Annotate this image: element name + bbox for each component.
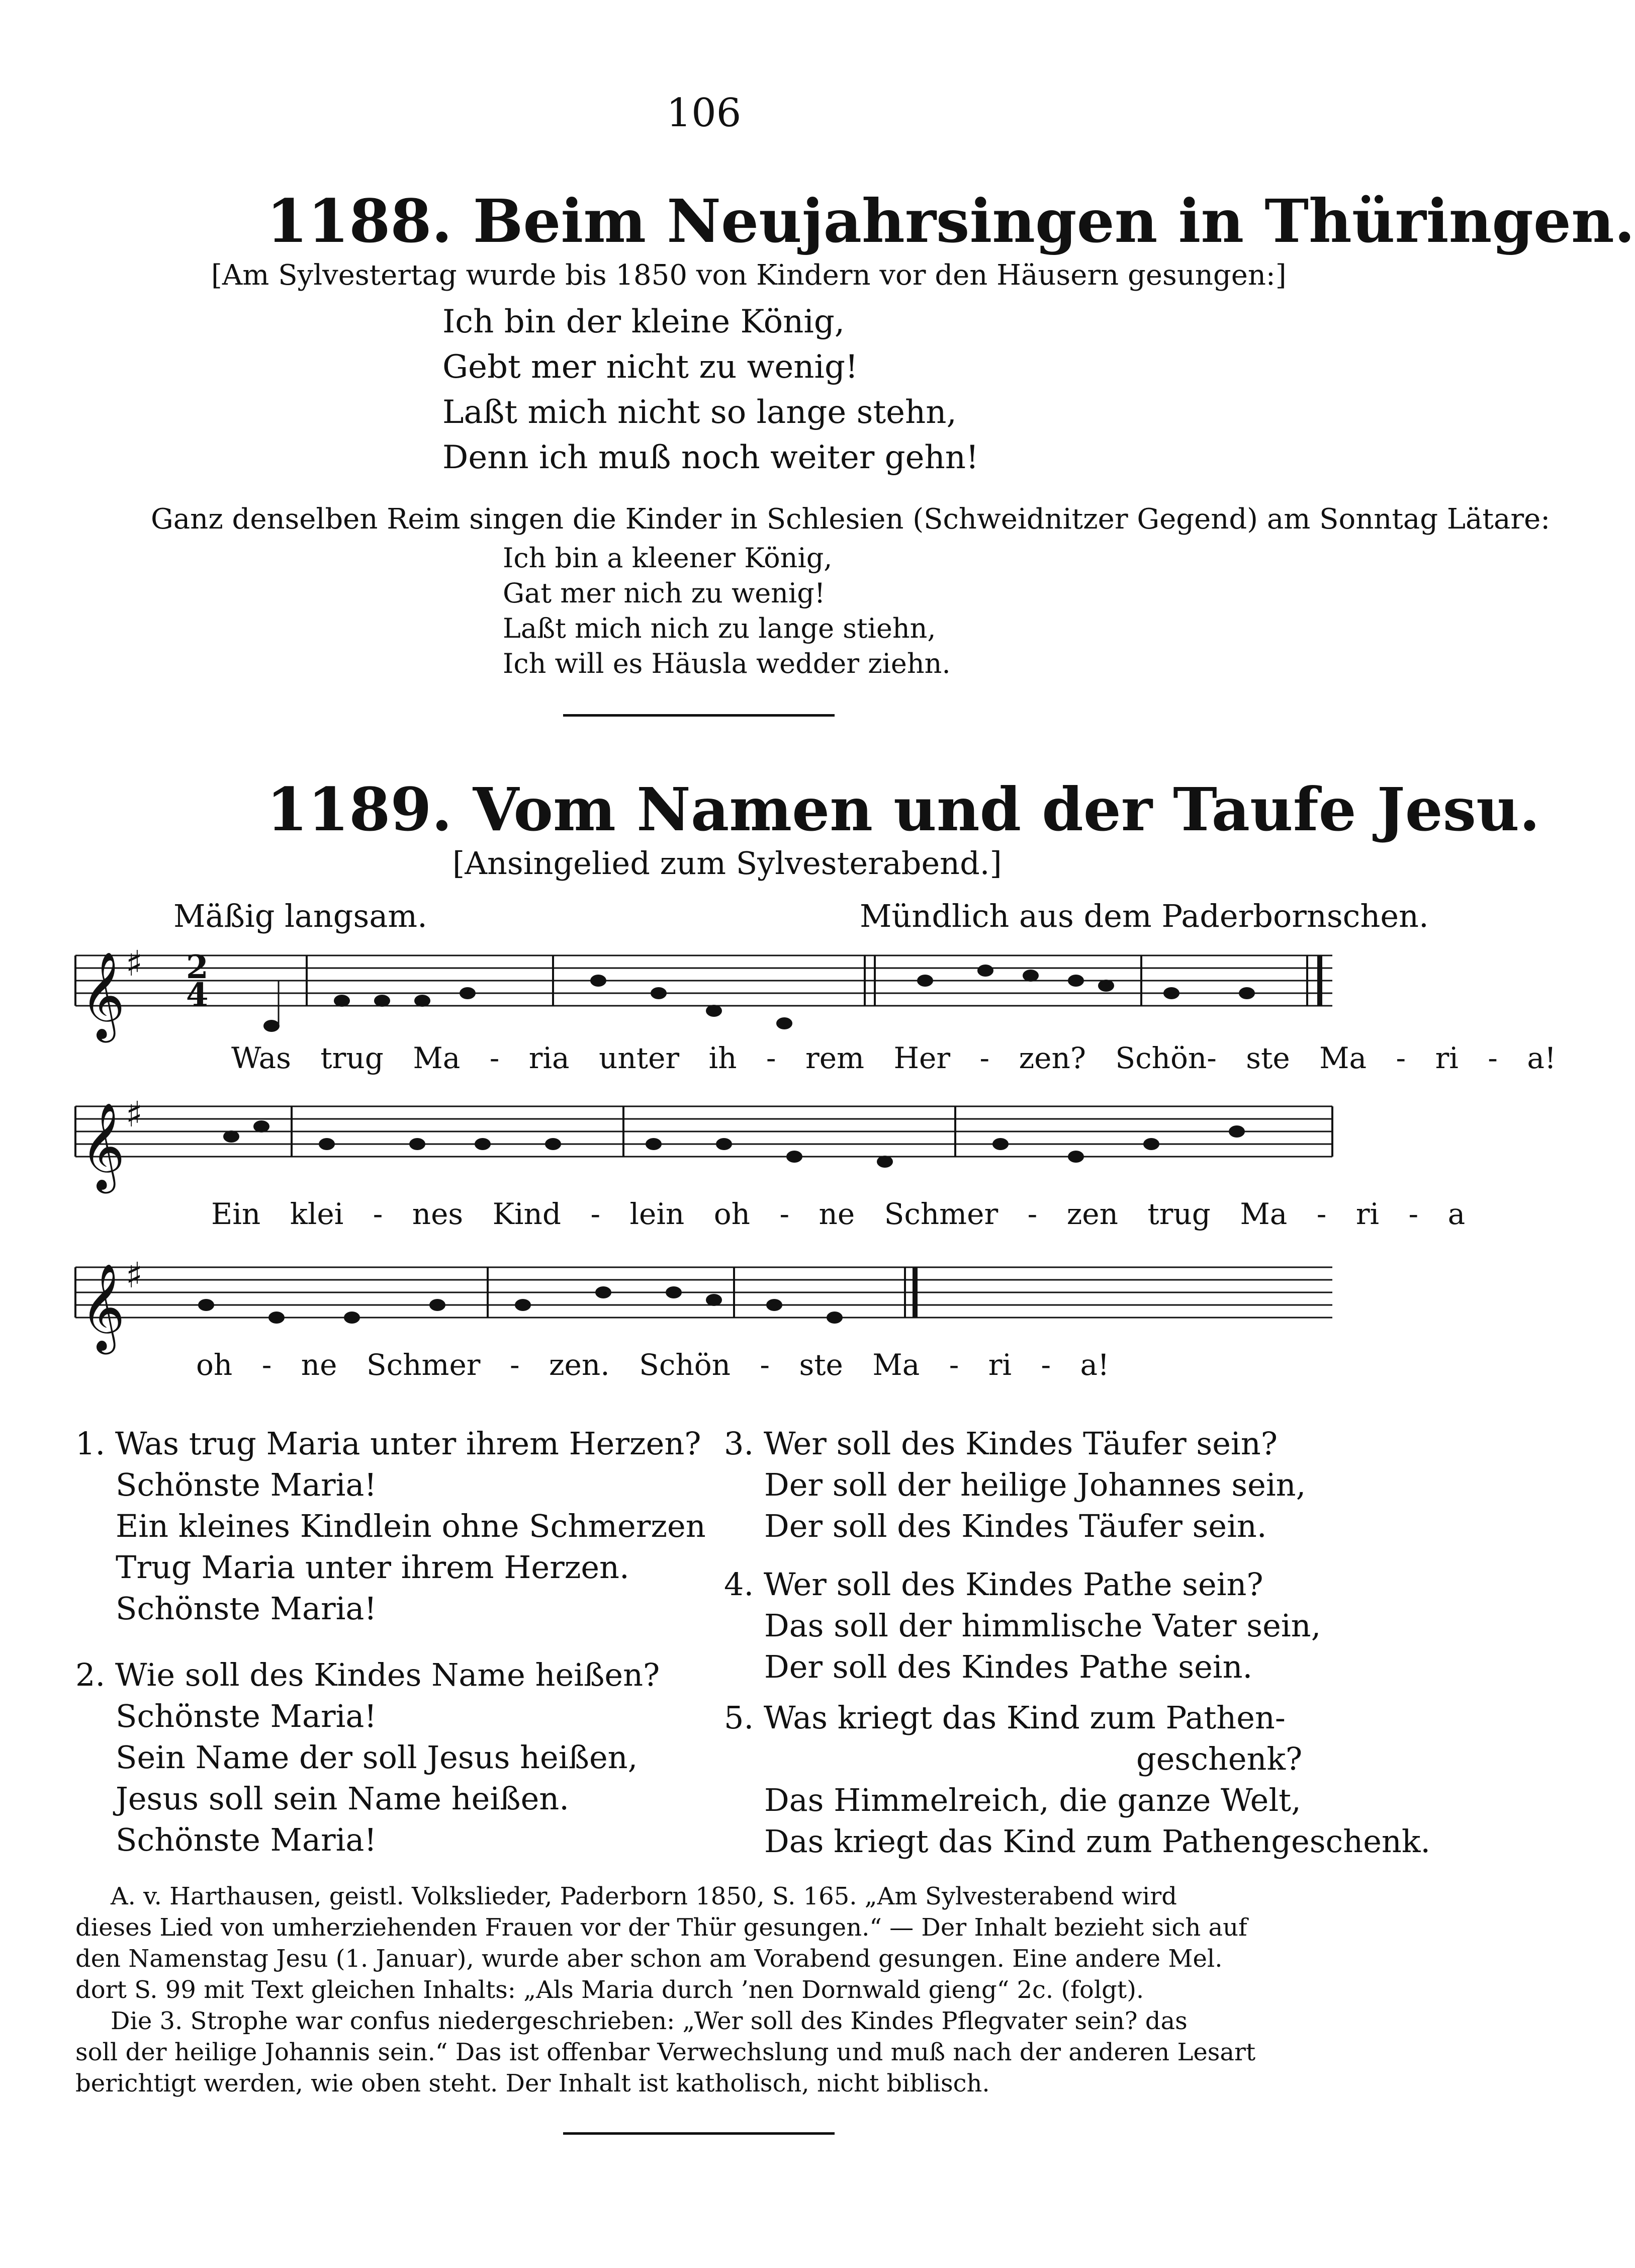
- stanza-number: 1.: [75, 1425, 106, 1462]
- syllable: a: [1447, 1197, 1466, 1231]
- syllable: -: [779, 1197, 790, 1231]
- stanza-line: Wer soll des Kindes Pathe sein?: [763, 1566, 1263, 1603]
- footnote-line: dieses Lied von umherziehenden Frauen vor der Thür gesungen.“ — Der Inhalt bezieht sich auf: [75, 1913, 1247, 1942]
- song-title: Beim Neujahrsingen in Thüringen.: [473, 186, 1635, 256]
- syllable: zen?: [1019, 1041, 1086, 1075]
- verse-line: Laßt mich nicht so lange stehn,: [442, 394, 957, 431]
- syllable: Schmer: [884, 1197, 998, 1231]
- syllable: Kind: [492, 1197, 562, 1231]
- syllable: Ma: [1319, 1041, 1367, 1075]
- source-note: Mündlich aus dem Paderbornschen.: [860, 898, 1429, 934]
- stanza-line: Schönste Maria!: [116, 1821, 377, 1858]
- divider: [563, 2132, 835, 2135]
- verse-line: Gebt mer nicht zu wenig!: [442, 348, 858, 386]
- syllable: ih: [708, 1041, 737, 1075]
- syllable: -: [1396, 1041, 1406, 1075]
- svg-text:♯: ♯: [126, 1094, 143, 1135]
- verse-line: Gat mer nich zu wenig!: [503, 577, 826, 609]
- syllable: a!: [1527, 1041, 1557, 1075]
- syllable: nes: [412, 1197, 464, 1231]
- syllable: a!: [1080, 1348, 1110, 1382]
- stanza-line: Schönste Maria!: [116, 1466, 377, 1503]
- syllable: Ma: [413, 1041, 461, 1075]
- syllable: Schön-: [1115, 1041, 1217, 1075]
- stanza-line: Was kriegt das Kind zum Pathen-: [763, 1699, 1286, 1736]
- syllable: rem: [805, 1041, 865, 1075]
- treble-clef-icon: 𝄞: [80, 1102, 125, 1190]
- stanza-line: Ein kleines Kindlein ohne Schmerzen: [116, 1508, 706, 1544]
- syllable: ste: [1246, 1041, 1290, 1075]
- stanza-3: [724, 1423, 1306, 1547]
- syllable: -: [590, 1197, 601, 1231]
- syllable: -: [979, 1041, 990, 1075]
- syllable: -: [373, 1197, 383, 1231]
- footnote-line: den Namenstag Jesu (1. Januar), wurde aber schon am Vorabend gesungen. Eine andere Mel.: [75, 1945, 1223, 1973]
- stanza-2: [75, 1654, 660, 1861]
- syllable: lein: [629, 1197, 685, 1231]
- footnote: [75, 1881, 1255, 2099]
- syllable: -: [949, 1348, 959, 1382]
- syllable: -: [261, 1348, 272, 1382]
- stanza-number: 2.: [75, 1656, 106, 1693]
- syllable: ria: [528, 1041, 570, 1075]
- syllable: Schmer: [366, 1348, 481, 1382]
- song-note: Ganz denselben Reim singen die Kinder in Schlesien (Schweidnitzer Gegend) am Sonntag Lätare:: [151, 503, 1551, 536]
- stanza-4: [724, 1564, 1321, 1688]
- time-signature-top: 2: [186, 948, 209, 986]
- stanza-line: Jesus soll sein Name heißen.: [116, 1780, 569, 1817]
- stanza-number: 4.: [724, 1566, 754, 1603]
- stanza-line: Das soll der himmlische Vater sein,: [764, 1607, 1321, 1644]
- syllable: ste: [799, 1348, 843, 1382]
- svg-text:♯: ♯: [126, 943, 143, 984]
- syllable: ri: [988, 1348, 1012, 1382]
- stanza-line: Wer soll des Kindes Täufer sein?: [763, 1425, 1278, 1462]
- syllable: Schön: [639, 1348, 731, 1382]
- stanza-number: 5.: [724, 1699, 754, 1736]
- syllable: -: [1488, 1041, 1498, 1075]
- footnote-line: Die 3. Strophe war confus niedergeschrieben: „Wer soll des Kindes Pflegvater sein? das: [111, 2007, 1188, 2035]
- syllable: ri: [1435, 1041, 1459, 1075]
- syllable: -: [509, 1348, 520, 1382]
- treble-clef-icon: 𝄞: [80, 951, 125, 1039]
- stanza-line: geschenk?: [1136, 1740, 1303, 1777]
- syllable: Ma: [872, 1348, 920, 1382]
- verse-line: Ich bin a kleener König,: [503, 542, 833, 574]
- verse-line: Ich will es Häusla wedder ziehn.: [503, 648, 951, 679]
- stanza-line: Der soll des Kindes Pathe sein.: [764, 1648, 1253, 1685]
- footnote-line: A. v. Harthausen, geistl. Volkslieder, Paderborn 1850, S. 165. „Am Sylvesterabend wird: [111, 1882, 1177, 1910]
- footnote-line: soll der heilige Johannis sein.“ Das ist offenbar Verwechslung und muß nach der anderen Lesart: [75, 2038, 1256, 2066]
- syllable: trug: [1147, 1197, 1211, 1231]
- stanza-1: [75, 1423, 706, 1629]
- stanza-line: Sein Name der soll Jesus heißen,: [116, 1739, 638, 1776]
- syllable: ne: [301, 1348, 337, 1382]
- syllable: -: [489, 1041, 500, 1075]
- syllable: oh: [713, 1197, 750, 1231]
- footnote-line: dort S. 99 mit Text gleichen Inhalts: „Als Maria durch ’nen Dornwald gieng“ 2c. (folgt).: [75, 1976, 1144, 2004]
- syllable: -: [1408, 1197, 1419, 1231]
- syllable: unter: [599, 1041, 680, 1075]
- syllable: Ein: [211, 1197, 261, 1231]
- syllable: Ma: [1240, 1197, 1288, 1231]
- stanza-line: Was trug Maria unter ihrem Herzen?: [115, 1425, 701, 1462]
- syllable: -: [1041, 1348, 1051, 1382]
- syllable: trug: [320, 1041, 384, 1075]
- stanza-line: Trug Maria unter ihrem Herzen.: [116, 1549, 629, 1586]
- syllable: -: [1316, 1197, 1327, 1231]
- verse-line: Laßt mich nich zu lange stiehn,: [503, 613, 936, 644]
- footnote-line: berichtigt werden, wie oben steht. Der Inhalt ist katholisch, nicht biblisch.: [75, 2069, 990, 2098]
- syllable: Was: [231, 1041, 291, 1075]
- verse-line: Denn ich muß noch weiter gehn!: [442, 439, 979, 476]
- song-note: [Am Sylvestertag wurde bis 1850 von Kindern vor den Häusern gesungen:]: [211, 259, 1287, 292]
- svg-text:♯: ♯: [126, 1255, 143, 1296]
- stanza-line: Wie soll des Kindes Name heißen?: [115, 1656, 660, 1693]
- stanza-line: Der soll der heilige Johannes sein,: [764, 1466, 1306, 1503]
- song-title: Vom Namen und der Taufe Jesu.: [473, 774, 1540, 844]
- syllable: zen: [1066, 1197, 1118, 1231]
- stanza-line: Das Himmelreich, die ganze Welt,: [764, 1782, 1301, 1818]
- song-number: 1189.: [266, 774, 452, 844]
- stanza-5: [724, 1697, 1430, 1862]
- song-number: 1188.: [266, 186, 452, 256]
- syllable: -: [766, 1041, 776, 1075]
- page-number: 106: [666, 91, 742, 136]
- stanza-number: 3.: [724, 1425, 754, 1462]
- stanza-line: Der soll des Kindes Täufer sein.: [764, 1508, 1267, 1544]
- time-signature-bottom: 4: [186, 976, 209, 1014]
- stanza-line: Schönste Maria!: [116, 1698, 377, 1734]
- syllable: klei: [290, 1197, 344, 1231]
- lyrics-line-2: [211, 1197, 1465, 1231]
- syllable: Her: [893, 1041, 951, 1075]
- verse-line: Ich bin der kleine König,: [442, 303, 845, 340]
- syllable: ne: [819, 1197, 855, 1231]
- stanza-line: Das kriegt das Kind zum Pathengeschenk.: [764, 1823, 1431, 1860]
- syllable: zen.: [549, 1348, 610, 1382]
- song-subtitle: [Ansingelied zum Sylvesterabend.]: [452, 845, 1002, 882]
- syllable: -: [1027, 1197, 1038, 1231]
- syllable: ri: [1355, 1197, 1380, 1231]
- stanza-line: Schönste Maria!: [116, 1590, 377, 1627]
- tempo-marking: Mäßig langsam.: [173, 898, 427, 934]
- lyrics-line-1: [231, 1041, 1556, 1075]
- treble-clef-icon: 𝄞: [80, 1263, 125, 1351]
- syllable: oh: [196, 1348, 233, 1382]
- lyrics-line-3: [196, 1348, 1109, 1382]
- syllable: -: [760, 1348, 770, 1382]
